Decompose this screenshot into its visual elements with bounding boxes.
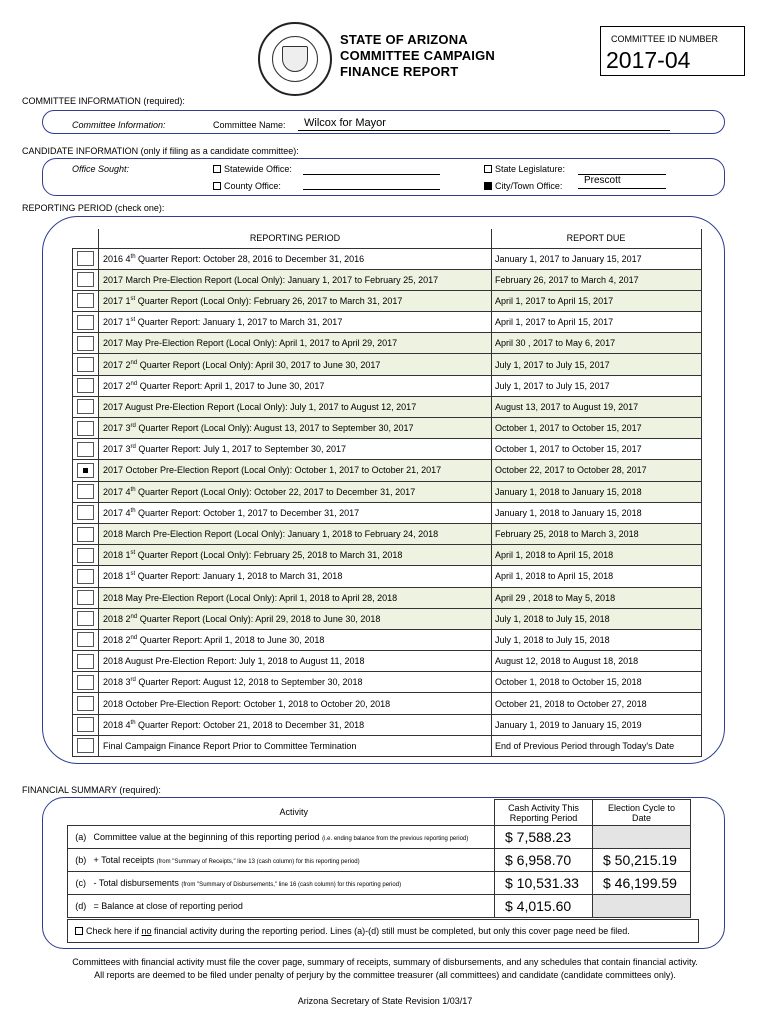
due-cell: January 1, 2018 to January 15, 2018 bbox=[492, 502, 702, 523]
county-office-field[interactable] bbox=[303, 176, 440, 190]
period-cell bbox=[99, 418, 492, 439]
reporting-period-row[interactable] bbox=[73, 354, 702, 375]
due-cell: January 1, 2018 to January 15, 2018 bbox=[492, 481, 702, 502]
cash-value[interactable]: $ 6,958.70 bbox=[495, 849, 593, 872]
period-header: REPORTING PERIOD bbox=[99, 229, 492, 248]
reporting-period-row[interactable] bbox=[73, 714, 702, 735]
period-cell bbox=[99, 439, 492, 460]
checkbox-cell[interactable] bbox=[73, 693, 99, 714]
period-checkbox[interactable] bbox=[77, 717, 94, 732]
statewide-office-option[interactable] bbox=[213, 164, 292, 174]
checkbox-cell[interactable] bbox=[73, 735, 99, 756]
period-text: 2018 2 bbox=[103, 634, 131, 645]
checkbox-cell[interactable] bbox=[73, 672, 99, 693]
period-checkbox[interactable] bbox=[77, 463, 94, 478]
no-activity-no: no bbox=[141, 926, 152, 936]
ordinal-suffix: th bbox=[130, 253, 136, 260]
reporting-period-row[interactable] bbox=[73, 312, 702, 333]
checkbox-cell[interactable] bbox=[73, 714, 99, 735]
city-checkbox[interactable] bbox=[484, 182, 492, 190]
committee-name-field[interactable]: Wilcox for Mayor bbox=[298, 117, 670, 131]
county-checkbox[interactable] bbox=[213, 182, 221, 190]
period-checkbox[interactable] bbox=[77, 315, 94, 330]
no-activity-checkbox[interactable] bbox=[75, 927, 83, 935]
period-text: 2017 March Pre-Election Report (Local Only): January 1, 2017 to February 25, 2017 bbox=[103, 274, 439, 285]
legislature-label: State Legislature: bbox=[495, 164, 566, 174]
period-cell bbox=[99, 545, 492, 566]
reporting-period-row[interactable] bbox=[73, 566, 702, 587]
period-checkbox[interactable] bbox=[77, 293, 94, 308]
legislature-checkbox[interactable] bbox=[484, 165, 492, 173]
checkbox-cell[interactable] bbox=[73, 396, 99, 417]
candidate-info-heading: CANDIDATE INFORMATION (only if filing as a candidate committee): bbox=[22, 146, 299, 156]
period-checkbox[interactable] bbox=[77, 654, 94, 669]
cycle-value[interactable]: $ 50,215.19 bbox=[593, 849, 691, 872]
due-cell: End of Previous Period through Today's Date bbox=[492, 735, 702, 756]
statewide-checkbox[interactable] bbox=[213, 165, 221, 173]
financial-summary-heading: FINANCIAL SUMMARY (required): bbox=[22, 785, 161, 795]
due-header: REPORT DUE bbox=[492, 229, 702, 248]
financial-row bbox=[68, 872, 691, 895]
period-text: 2017 2 bbox=[103, 380, 131, 391]
reporting-period-row[interactable] bbox=[73, 735, 702, 756]
period-cell bbox=[99, 481, 492, 502]
state-legislature-field[interactable] bbox=[578, 161, 666, 175]
period-text-rest: Quarter Report: August 12, 2018 to September 30, 2018 bbox=[135, 677, 363, 688]
period-checkbox[interactable] bbox=[77, 632, 94, 647]
activity-label: + Total receipts bbox=[93, 855, 155, 865]
reporting-period-row[interactable] bbox=[73, 523, 702, 544]
ordinal-suffix: nd bbox=[130, 634, 138, 641]
ordinal-suffix: rd bbox=[130, 423, 136, 430]
period-text: 2018 2 bbox=[103, 613, 131, 624]
cycle-header: Election Cycle to Date bbox=[593, 800, 691, 826]
due-cell: April 1, 2017 to April 15, 2017 bbox=[492, 312, 702, 333]
ordinal-suffix: st bbox=[130, 295, 136, 302]
city-label: City/Town Office: bbox=[495, 181, 563, 191]
activity-label: - Total disbursements bbox=[93, 878, 179, 888]
period-text: Final Campaign Finance Report Prior to Committee Termination bbox=[103, 740, 357, 751]
period-checkbox[interactable] bbox=[77, 675, 94, 690]
title-line-3: FINANCE REPORT bbox=[340, 64, 459, 79]
checkbox-cell[interactable] bbox=[73, 312, 99, 333]
ordinal-suffix: th bbox=[130, 486, 136, 493]
due-cell: April 1, 2018 to April 15, 2018 bbox=[492, 545, 702, 566]
committee-info-label: Committee Information: bbox=[72, 120, 166, 130]
period-checkbox[interactable] bbox=[77, 378, 94, 393]
period-cell bbox=[99, 248, 492, 269]
reporting-period-row[interactable] bbox=[73, 460, 702, 481]
cycle-value[interactable]: $ 46,199.59 bbox=[593, 872, 691, 895]
period-cell bbox=[99, 608, 492, 629]
activity-hint: (from "Summary of Disbursements," line 16 (cash column) for this reporting period) bbox=[181, 882, 402, 888]
cash-value[interactable]: $ 10,531.33 bbox=[495, 872, 593, 895]
period-text: 2018 3 bbox=[103, 677, 131, 688]
reporting-period-row[interactable] bbox=[73, 587, 702, 608]
checkbox-cell[interactable] bbox=[73, 290, 99, 311]
ordinal-suffix: rd bbox=[130, 444, 136, 451]
due-cell: October 1, 2018 to October 15, 2018 bbox=[492, 672, 702, 693]
title-line-2: COMMITTEE CAMPAIGN bbox=[340, 48, 496, 63]
period-checkbox[interactable] bbox=[77, 484, 94, 499]
period-cell bbox=[99, 333, 492, 354]
due-cell: August 12, 2018 to August 18, 2018 bbox=[492, 651, 702, 672]
period-checkbox[interactable] bbox=[77, 442, 94, 457]
cash-value[interactable]: $ 4,015.60 bbox=[495, 895, 593, 918]
no-activity-post: financial activity during the reporting period. Lines (a)-(d) still must be completed, but only this cover page need be filed. bbox=[151, 926, 630, 936]
ordinal-suffix: st bbox=[130, 571, 136, 578]
period-text: 2017 2 bbox=[103, 359, 131, 370]
cash-header: Cash Activity This Reporting Period bbox=[495, 800, 593, 826]
period-text: 2017 3 bbox=[103, 423, 131, 434]
period-checkbox[interactable] bbox=[77, 527, 94, 542]
financial-header-row bbox=[68, 800, 691, 826]
city-office-option[interactable] bbox=[484, 181, 562, 191]
activity-cell bbox=[94, 872, 495, 895]
activity-hint: (i.e. ending balance from the previous reporting period) bbox=[322, 836, 469, 842]
due-cell: October 21, 2018 to October 27, 2018 bbox=[492, 693, 702, 714]
checkbox-header bbox=[73, 229, 99, 248]
revision-note: Arizona Secretary of State Revision 1/03/17 bbox=[297, 996, 473, 1006]
statewide-label: Statewide Office: bbox=[224, 164, 292, 174]
period-text-rest: Quarter Report (Local Only): February 26, 2017 to March 31, 2017 bbox=[135, 295, 403, 306]
checkbox-cell[interactable] bbox=[73, 269, 99, 290]
due-cell: April 30 , 2017 to May 6, 2017 bbox=[492, 333, 702, 354]
committee-id-label: COMMITTEE ID NUMBER bbox=[611, 34, 718, 44]
period-text: 2018 October Pre-Election Report: October 1, 2018 to October 20, 2018 bbox=[103, 698, 391, 709]
checkbox-cell[interactable] bbox=[73, 418, 99, 439]
letter-header bbox=[68, 800, 94, 826]
due-cell: July 1, 2018 to July 15, 2018 bbox=[492, 608, 702, 629]
due-cell: April 29 , 2018 to May 5, 2018 bbox=[492, 587, 702, 608]
activity-cell bbox=[94, 826, 495, 849]
ordinal-suffix: rd bbox=[130, 677, 136, 684]
period-checkbox[interactable] bbox=[77, 336, 94, 351]
checkbox-cell[interactable] bbox=[73, 481, 99, 502]
financial-row bbox=[68, 826, 691, 849]
reporting-period-row[interactable] bbox=[73, 418, 702, 439]
office-sought-label: Office Sought: bbox=[72, 164, 130, 174]
period-text-rest: Quarter Report (Local Only): August 13, 2017 to September 30, 2017 bbox=[135, 423, 414, 434]
period-cell bbox=[99, 460, 492, 481]
row-letter: (d) bbox=[68, 895, 94, 918]
period-checkbox[interactable] bbox=[77, 421, 94, 436]
form-title bbox=[340, 32, 495, 80]
financial-row bbox=[68, 849, 691, 872]
filing-note-2: All reports are deemed to be filed under penalty of perjury by the committee treasurer (all committees) and candidate (candidate committees only). bbox=[94, 970, 676, 980]
reporting-period-row[interactable] bbox=[73, 269, 702, 290]
checkbox-cell[interactable] bbox=[73, 545, 99, 566]
reporting-period-row[interactable] bbox=[73, 439, 702, 460]
state-legislature-option[interactable] bbox=[484, 164, 565, 174]
period-text: 2018 1 bbox=[103, 550, 131, 561]
ordinal-suffix: st bbox=[130, 317, 136, 324]
period-checkbox[interactable] bbox=[77, 251, 94, 266]
row-letter: (a) bbox=[68, 826, 94, 849]
activity-cell bbox=[94, 895, 495, 918]
reporting-period-row[interactable] bbox=[73, 333, 702, 354]
title-line-1: STATE OF ARIZONA bbox=[340, 32, 468, 47]
period-text: 2017 3 bbox=[103, 444, 131, 455]
ordinal-suffix: nd bbox=[130, 359, 138, 366]
committee-id-value[interactable]: 2017-04 bbox=[606, 47, 691, 73]
ordinal-suffix: th bbox=[130, 719, 136, 726]
ordinal-suffix: st bbox=[130, 550, 136, 557]
period-text: 2016 4 bbox=[103, 253, 131, 264]
activity-header: Activity bbox=[94, 800, 495, 826]
due-cell: October 1, 2017 to October 15, 2017 bbox=[492, 418, 702, 439]
reporting-period-row[interactable] bbox=[73, 693, 702, 714]
checkbox-cell[interactable] bbox=[73, 651, 99, 672]
checkbox-cell[interactable] bbox=[73, 502, 99, 523]
period-cell bbox=[99, 735, 492, 756]
period-text-rest: Quarter Report: October 28, 2016 to December 31, 2016 bbox=[135, 253, 365, 264]
period-text-rest: Quarter Report: October 21, 2018 to December 31, 2018 bbox=[135, 719, 365, 730]
period-checkbox[interactable] bbox=[77, 548, 94, 563]
checkbox-cell[interactable] bbox=[73, 566, 99, 587]
period-checkbox[interactable] bbox=[77, 399, 94, 414]
period-text-rest: Quarter Report: July 1, 2017 to September 30, 2017 bbox=[135, 444, 346, 455]
period-cell bbox=[99, 523, 492, 544]
no-activity-pre: Check here if bbox=[86, 926, 142, 936]
period-text-rest: Quarter Report (Local Only): February 25, 2018 to March 31, 2018 bbox=[135, 550, 403, 561]
reporting-period-row[interactable] bbox=[73, 672, 702, 693]
reporting-period-row[interactable] bbox=[73, 375, 702, 396]
period-text: 2017 October Pre-Election Report (Local Only): October 1, 2017 to October 21, 2017 bbox=[103, 465, 442, 476]
cycle-value-na bbox=[593, 826, 691, 849]
due-cell: July 1, 2018 to July 15, 2018 bbox=[492, 629, 702, 650]
due-cell: February 25, 2018 to March 3, 2018 bbox=[492, 523, 702, 544]
cycle-value-na bbox=[593, 895, 691, 918]
reporting-period-row[interactable] bbox=[73, 481, 702, 502]
reporting-period-row[interactable] bbox=[73, 608, 702, 629]
due-cell: April 1, 2017 to April 15, 2017 bbox=[492, 290, 702, 311]
due-cell: October 1, 2017 to October 15, 2017 bbox=[492, 439, 702, 460]
period-text: 2017 4 bbox=[103, 507, 131, 518]
checkbox-cell[interactable] bbox=[73, 460, 99, 481]
due-cell: April 1, 2018 to April 15, 2018 bbox=[492, 566, 702, 587]
committee-id-box[interactable] bbox=[600, 26, 745, 76]
checkbox-cell[interactable] bbox=[73, 587, 99, 608]
period-text-rest: Quarter Report: January 1, 2017 to March 31, 2017 bbox=[135, 317, 343, 328]
period-text: 2018 1 bbox=[103, 571, 131, 582]
reporting-period-row[interactable] bbox=[73, 545, 702, 566]
period-text: 2018 4 bbox=[103, 719, 131, 730]
checkbox-cell[interactable] bbox=[73, 248, 99, 269]
period-cell bbox=[99, 587, 492, 608]
period-cell bbox=[99, 693, 492, 714]
ordinal-suffix: nd bbox=[130, 613, 138, 620]
checkbox-cell[interactable] bbox=[73, 375, 99, 396]
period-cell bbox=[99, 651, 492, 672]
committee-info-heading: COMMITTEE INFORMATION (required): bbox=[22, 96, 185, 106]
period-cell bbox=[99, 312, 492, 333]
state-seal bbox=[258, 22, 332, 96]
period-text-rest: Quarter Report (Local Only): April 30, 2017 to June 30, 2017 bbox=[137, 359, 381, 370]
reporting-period-heading: REPORTING PERIOD (check one): bbox=[22, 203, 165, 213]
checkbox-cell[interactable] bbox=[73, 629, 99, 650]
due-cell: July 1, 2017 to July 15, 2017 bbox=[492, 375, 702, 396]
period-cell bbox=[99, 714, 492, 735]
statewide-office-field[interactable] bbox=[303, 161, 440, 175]
period-cell bbox=[99, 375, 492, 396]
row-letter: (c) bbox=[68, 872, 94, 895]
reporting-period-table bbox=[72, 229, 702, 757]
period-cell bbox=[99, 290, 492, 311]
due-cell: October 22, 2017 to October 28, 2017 bbox=[492, 460, 702, 481]
due-cell: August 13, 2017 to August 19, 2017 bbox=[492, 396, 702, 417]
county-office-option[interactable] bbox=[213, 181, 281, 191]
period-text: 2017 May Pre-Election Report (Local Only): April 1, 2017 to April 29, 2017 bbox=[103, 338, 398, 349]
period-checkbox[interactable] bbox=[77, 738, 94, 753]
due-cell: January 1, 2017 to January 15, 2017 bbox=[492, 248, 702, 269]
period-cell bbox=[99, 269, 492, 290]
reporting-period-row[interactable] bbox=[73, 502, 702, 523]
period-checkbox[interactable] bbox=[77, 505, 94, 520]
period-text: 2017 1 bbox=[103, 295, 131, 306]
activity-label: = Balance at close of reporting period bbox=[93, 901, 243, 911]
reporting-period-row[interactable] bbox=[73, 290, 702, 311]
period-text-rest: Quarter Report: April 1, 2017 to June 30, 2017 bbox=[137, 380, 325, 391]
period-text: 2017 August Pre-Election Report (Local Only): July 1, 2017 to August 12, 2017 bbox=[103, 401, 417, 412]
period-text: 2018 August Pre-Election Report: July 1, 2018 to August 11, 2018 bbox=[103, 656, 365, 667]
period-checkbox[interactable] bbox=[77, 590, 94, 605]
period-cell bbox=[99, 566, 492, 587]
period-text-rest: Quarter Report (Local Only): October 22, 2017 to December 31, 2017 bbox=[135, 486, 416, 497]
activity-label: Committee value at the beginning of this reporting period bbox=[93, 832, 320, 842]
period-text: 2017 4 bbox=[103, 486, 131, 497]
period-text: 2018 May Pre-Election Report (Local Only): April 1, 2018 to April 28, 2018 bbox=[103, 592, 398, 603]
city-office-field[interactable]: Prescott bbox=[578, 175, 666, 189]
period-checkbox[interactable] bbox=[77, 357, 94, 372]
reporting-period-row[interactable] bbox=[73, 629, 702, 650]
ordinal-suffix: nd bbox=[130, 380, 138, 387]
reporting-period-header-row bbox=[73, 229, 702, 248]
due-cell: February 26, 2017 to March 4, 2017 bbox=[492, 269, 702, 290]
period-text-rest: Quarter Report: January 1, 2018 to March 31, 2018 bbox=[135, 571, 343, 582]
reporting-period-row[interactable] bbox=[73, 396, 702, 417]
financial-row bbox=[68, 895, 691, 918]
period-cell bbox=[99, 396, 492, 417]
due-cell: July 1, 2017 to July 15, 2017 bbox=[492, 354, 702, 375]
ordinal-suffix: th bbox=[130, 507, 136, 514]
due-cell: January 1, 2019 to January 15, 2019 bbox=[492, 714, 702, 735]
period-text: 2017 1 bbox=[103, 317, 131, 328]
seal-shield-icon bbox=[282, 46, 308, 72]
activity-hint: (from "Summary of Receipts," line 13 (cash column) for this reporting period) bbox=[156, 859, 360, 865]
county-label: County Office: bbox=[224, 181, 281, 191]
financial-summary-table bbox=[67, 799, 691, 918]
cash-value[interactable]: $ 7,588.23 bbox=[495, 826, 593, 849]
reporting-period-row[interactable] bbox=[73, 248, 702, 269]
period-text-rest: Quarter Report: October 1, 2017 to December 31, 2017 bbox=[135, 507, 360, 518]
checkbox-cell[interactable] bbox=[73, 439, 99, 460]
period-checkbox[interactable] bbox=[77, 569, 94, 584]
period-cell bbox=[99, 354, 492, 375]
period-checkbox[interactable] bbox=[77, 611, 94, 626]
period-cell bbox=[99, 629, 492, 650]
checkbox-cell[interactable] bbox=[73, 523, 99, 544]
checkbox-cell[interactable] bbox=[73, 354, 99, 375]
period-cell bbox=[99, 502, 492, 523]
activity-cell bbox=[94, 849, 495, 872]
reporting-period-row[interactable] bbox=[73, 651, 702, 672]
period-checkbox[interactable] bbox=[77, 696, 94, 711]
filing-note-1: Committees with financial activity must file the cover page, summary of receipts, summary of disbursements, and any schedules that contain financial activity. bbox=[72, 957, 698, 967]
period-text-rest: Quarter Report: April 1, 2018 to June 30, 2018 bbox=[137, 634, 325, 645]
period-checkbox[interactable] bbox=[77, 272, 94, 287]
period-cell bbox=[99, 672, 492, 693]
row-letter: (b) bbox=[68, 849, 94, 872]
committee-name-label: Committee Name: bbox=[213, 120, 286, 130]
checkbox-cell[interactable] bbox=[73, 333, 99, 354]
no-activity-row[interactable] bbox=[67, 919, 699, 943]
period-text: 2018 March Pre-Election Report (Local Only): January 1, 2018 to February 24, 2018 bbox=[103, 529, 439, 540]
checkbox-cell[interactable] bbox=[73, 608, 99, 629]
period-text-rest: Quarter Report (Local Only): April 29, 2018 to June 30, 2018 bbox=[137, 613, 381, 624]
